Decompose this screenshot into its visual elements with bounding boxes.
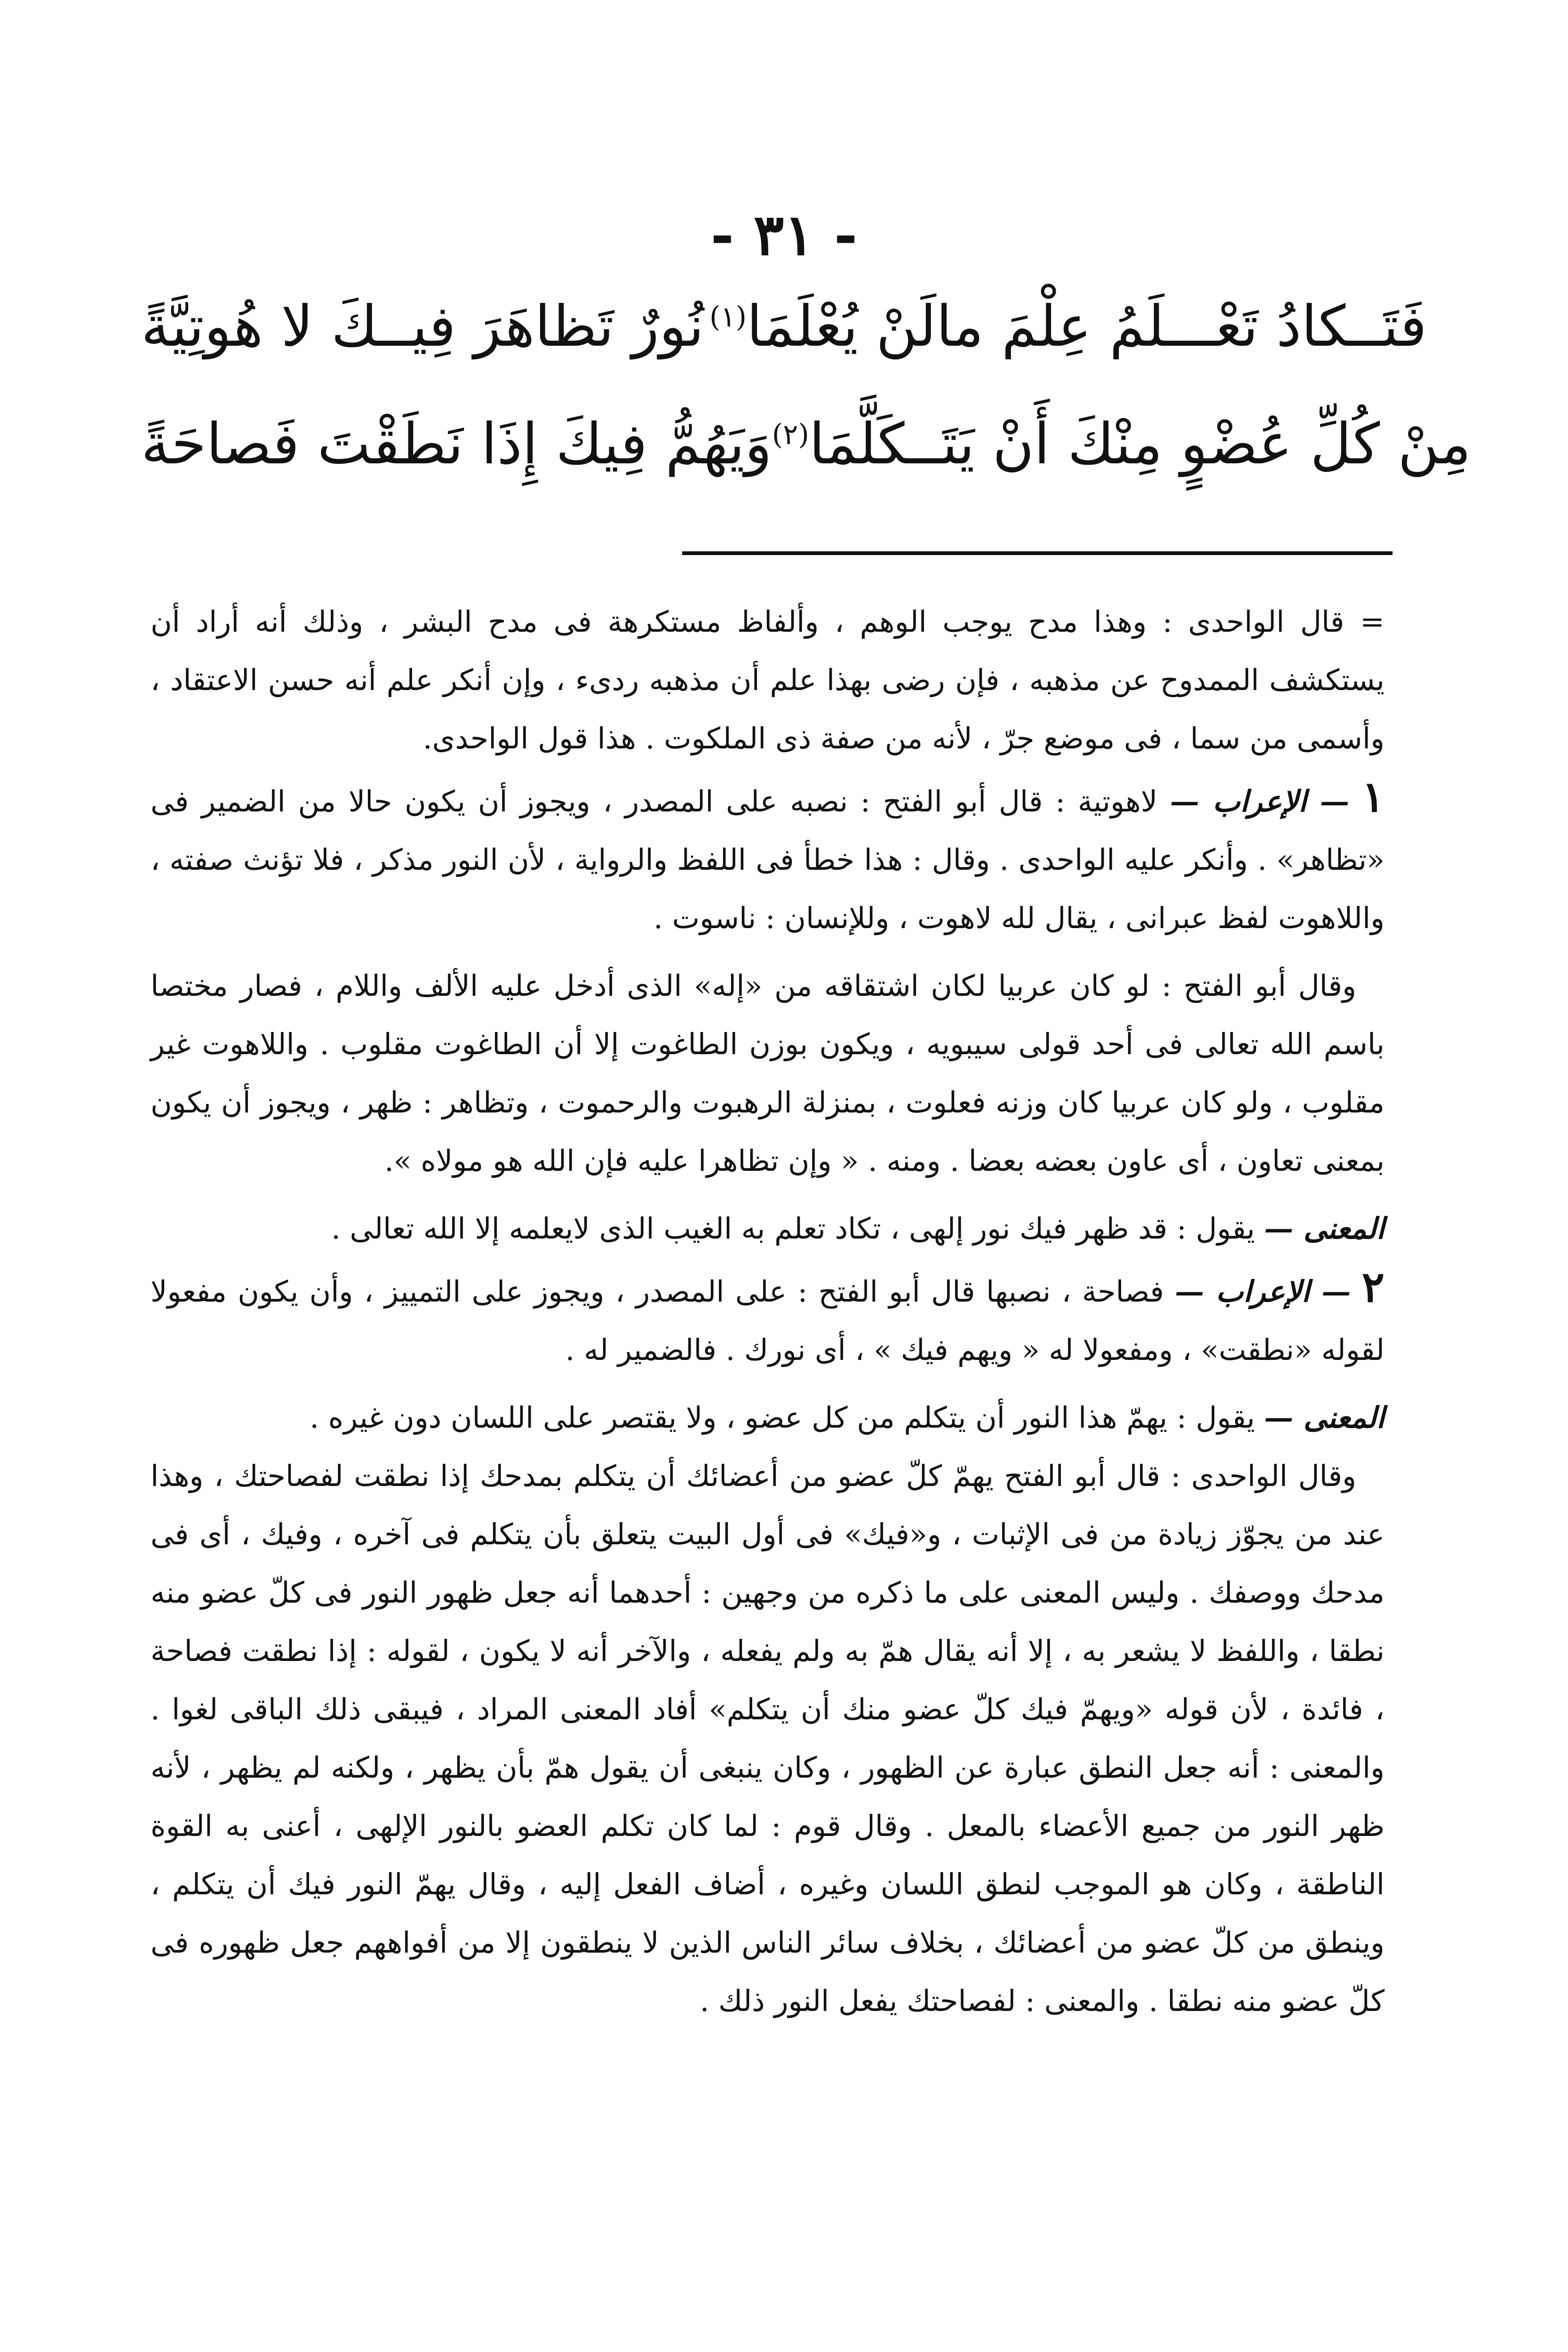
verse-line-1 (141, 280, 1427, 374)
verse-1-second-half-text: فَتَــكادُ تَعْـــلَمُ عِلْمَ مالَنْ يُعْلَمَا (747, 294, 1427, 359)
note-2-number: ٢ (1361, 1262, 1385, 1312)
note-2-text: فصاحة ، نصبها قال أبو الفتح : على المصدر ، ويجوز على التمييز ، وأن يكون مفعولا لقوله «نطقت» ، ومفعولا له « ويهم فيك » ، أى نورك . فالضمير له . (151, 1274, 1385, 1367)
page-number: - ٣١ - (710, 202, 858, 268)
meaning-2-label: المعنى — (1264, 1400, 1385, 1435)
verse-2-second-half-text: مِنْ كُلِّ عُضْوٍ مِنْكَ أَنْ يَتَــكَلَّمَا (809, 412, 1471, 477)
verse-2-first-half: وَيَهُمُّ فِيكَ إِذَا نَطَقْتَ فَصاحَةً (141, 412, 772, 477)
verse-2-second-half (772, 411, 1471, 478)
separator-rule (682, 551, 1393, 555)
note-1-grammar (151, 768, 1385, 947)
wahidi-paragraph: وقال الواحدى : قال أبو الفتح يهمّ كلّ عضو من أعضائك أن يتكلم بمدحك إذا نطقت لفصاحتك ، وهذا عند من يجوّز زيادة من فى الإثبات ، و«فيك» فى أول البيت يتعلق بأن يتكلم فى آخره ، وفيك ، أى فى مدحك ووصفك . وليس المعنى على ما ذكره من وجهين : أحدهما أنه جعل ظهور النور فى كلّ عضو منه نطقا ، واللفظ لا يشعر به ، إلا أنه يقال همّ به ولم يفعله ، والآخر أنه لا يكون ، لقوله : إذا نطقت فصاحة ، فائدة ، لأن قوله «ويهمّ فيك كلّ عضو منك أن يتكلم» أفاد المعنى المراد ، فيبقى ذلك الباقى لغوا . والمعنى : أنه جعل النطق عبارة عن الظهور ، وكان ينبغى أن يقول همّ بأن يظهر ، ولكنه لم يظهر ، لأنه ظهر النور من جميع الأعضاء بالمعل . وقال قوم : لما كان تكلم العضو بالنور الإلهى ، أعنى به القوة الناطقة ، وكان هو الموجب لنطق اللسان وغيره ، أضاف الفعل إليه ، وقال يهمّ النور فيك أن يتكلم ، وينطق من كلّ عضو من أعضائك ، بخلاف سائر الناس الذين لا ينطقون إلا من أفواههم جعل ظهوره فى كلّ عضو منه نطقا . والمعنى : لفصاحتك يفعل النور ذلك . (151, 1459, 1385, 2018)
verse-1-second-half (709, 293, 1427, 361)
footnote-marker-2: (٢) (772, 418, 809, 451)
abulfath-paragraph: وقال أبو الفتح : لو كان عربيا لكان اشتقاقه من «إله» الذى أدخل عليه الألف واللام ، فصار مختصا باسم الله تعالى فى أحد قولى سيبويه ، ويكون بوزن الطاغوت إلا أن الطاغوت مقلوب . واللاهوت غير مقلوب ، ولو كان عربيا كان وزنه فعلوت ، بمنزلة الرهبوت والرحموت ، وتظاهر : ظهر ، ويجوز أن يكون بمعنى تعاون ، أى عاون بعضه بعضا . ومنه . « وإن تظاهرا عليه فإن الله هو مولاه ». (151, 969, 1385, 1178)
note-2-meaning (151, 1389, 1385, 1447)
meaning-1-label: المعنى — (1264, 1211, 1385, 1246)
meaning-1-text: يقول : قد ظهر فيك نور إلهى ، تكاد تعلم به الغيب الذى لايعلمه إلا الله تعالى . (331, 1211, 1255, 1246)
note-2-grammar (151, 1258, 1385, 1379)
verse-line-2 (141, 397, 1471, 492)
footnote-marker-1: (١) (709, 301, 747, 334)
note-1-meaning (151, 1200, 1385, 1258)
note-2-label: — الإعراب — (1175, 1274, 1351, 1309)
note-1-number: ١ (1361, 772, 1385, 822)
commentary (151, 593, 1385, 2030)
verse-1-first-half: نُورٌ تَظاهَرَ فِيــكَ لا هُوتِيَّةً (141, 294, 704, 359)
commentary-intro: = قال الواحدى : وهذا مدح يوجب الوهم ، وألفاظ مستكرهة فى مدح البشر ، وذلك أنه أراد أن يستكشف الممدوح عن مذهبه ، فإن رضى بهذا علم أن مذهبه ردىء ، وإن أنكر علم أنه حسن الاعتقاد ، وأسمى من سما ، فى موضع جرّ ، لأنه من صفة ذى الملكوت . هذا قول الواحدى. (151, 604, 1385, 755)
note-1-label: — الإعراب — (1170, 784, 1349, 818)
meaning-2-text: يقول : يهمّ هذا النور أن يتكلم من كل عضو ، ولا يقتصر على اللسان دون غيره . (310, 1400, 1255, 1435)
note-1-text: لاهوتية : قال أبو الفتح : نصبه على المصدر ، ويجوز أن يكون حالا من الضمير فى «تظاهر» . وأنكر عليه الواحدى . وقال : هذا خطأ فى اللفظ والرواية ، لأن النور مذكر ، فلا تؤنث صفته ، واللاهوت لفظ عبرانى ، يقال لله لاهوت ، وللإنسان : ناسوت . (151, 784, 1385, 935)
